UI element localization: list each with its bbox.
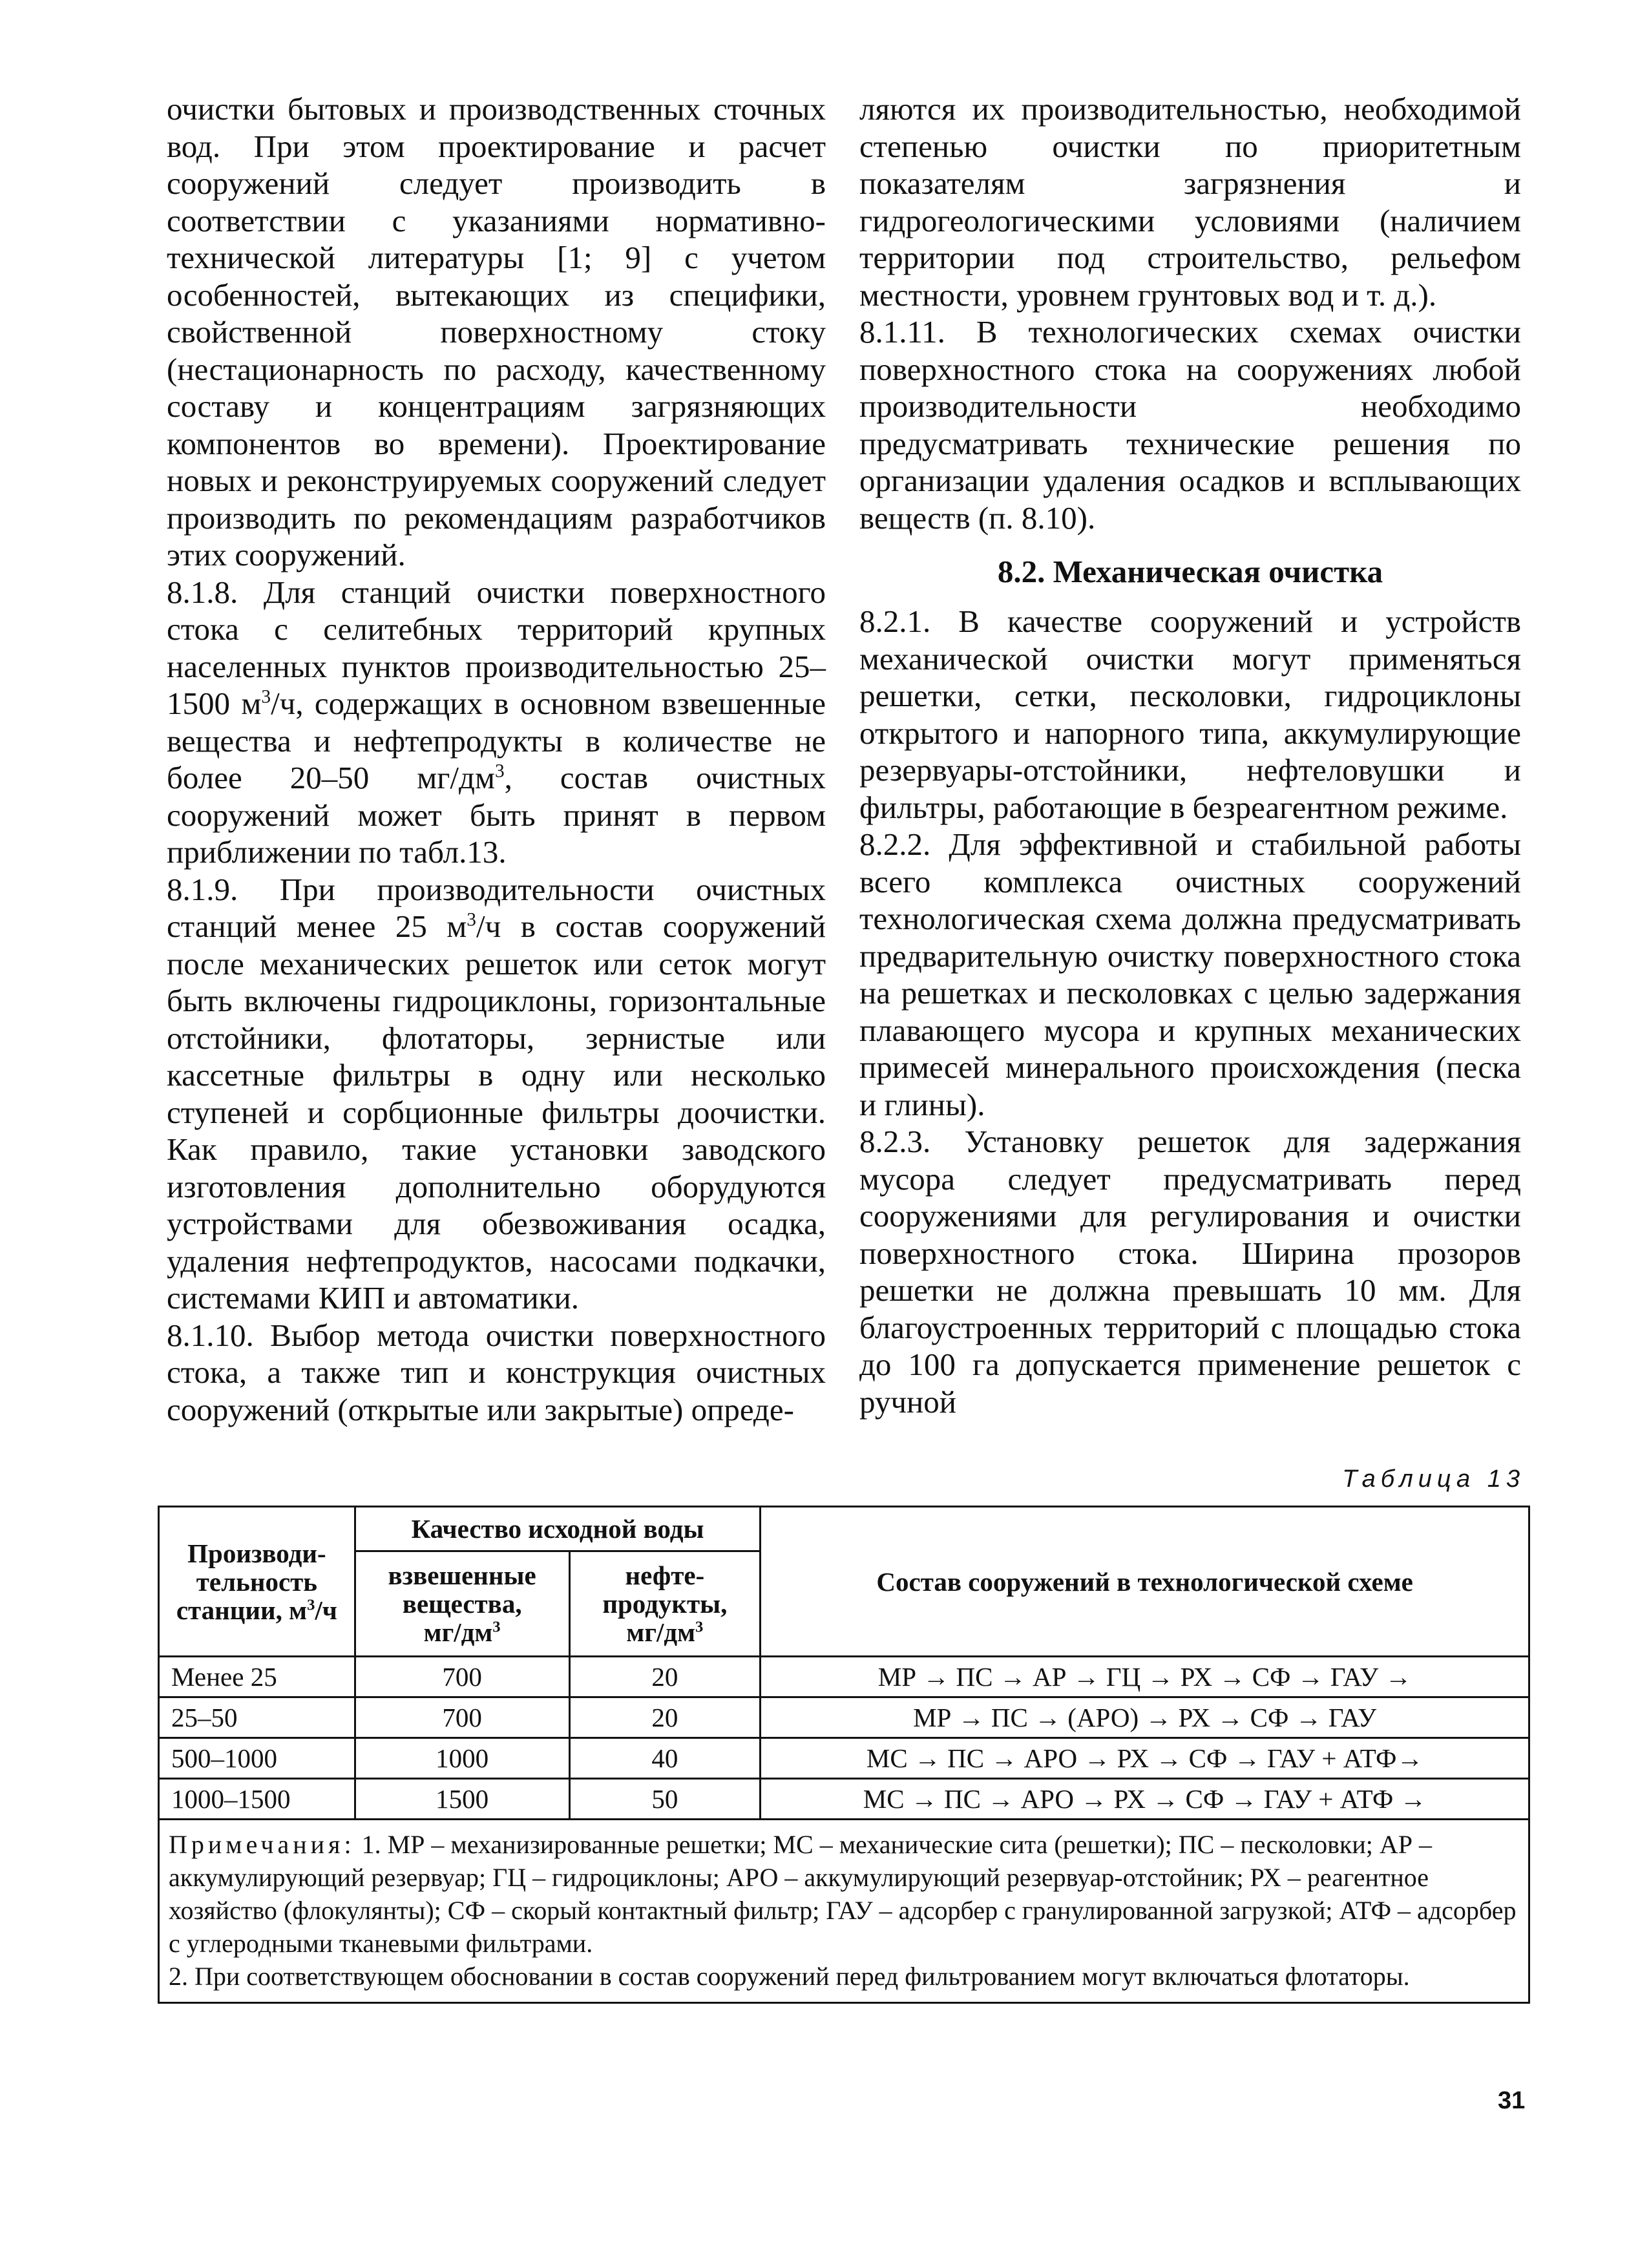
- header-capacity: [159, 1507, 355, 1657]
- header-oil-line2: продукты,: [602, 1589, 728, 1619]
- table-13: [158, 1506, 1530, 2004]
- header-capacity-line2: тельность: [196, 1566, 317, 1597]
- header-scheme: Состав сооружений в технологической схеме: [761, 1507, 1529, 1657]
- cell-scheme: МС → ПС → АРО → РХ → СФ → ГАУ + АТФ →: [761, 1779, 1529, 1820]
- paragraph-intro-continuation: очистки бытовых и производственных сточных вод. При этом проектирование и расчет сооружений следует производить в соответствии с указаниями нормативно-технической литературы [1; 9] с учетом особенностей, вытекающих из специфики, свойственной поверхностному стоку (нестационарность по расходу, качественному составу и концентрациям загрязняющих компонентов во времени). Проектирование новых и реконструируемых сооружений следует производить по рекомендациям разработчиков этих сооружений.: [167, 91, 826, 572]
- superscript: 3: [307, 1595, 315, 1613]
- cell-oil: 20: [569, 1697, 761, 1738]
- cell-capacity: 25–50: [159, 1697, 355, 1738]
- paragraph-8-2-1: 8.2.1. В качестве сооружений и устройств механической очистки могут применяться решетки, сетки, песколовки, гидроциклоны открытого и напорного типа, аккумулирующие резервуары-отстойники, нефтеловушки и фильтры, работающие в безреагентном режиме.: [859, 604, 1521, 825]
- cell-suspended: 1000: [355, 1738, 569, 1779]
- superscript: 3: [492, 1618, 501, 1636]
- header-suspended-solids: [355, 1551, 569, 1657]
- header-oil-products: [569, 1551, 761, 1657]
- paragraph-8-1-8-text-a: 8.1.8. Для станций очистки поверхностного стока с селитебных территорий крупных населенных пунктов производительностью 25–1500 м: [167, 574, 826, 721]
- cell-scheme: МР → ПС → (АРО) → РХ → СФ → ГАУ: [761, 1697, 1529, 1738]
- paragraph-8-1-11: 8.1.11. В технологических схемах очистки поверхностного стока на сооружениях любой производительности необходимо предусматривать технические решения по организации удаления осадков и всплывающих веществ (п. 8.10).: [859, 314, 1521, 536]
- paragraph-8-2-3: 8.2.3. Установку решеток для задержания мусора следует предусматривать перед сооружениями для регулирования и очистки поверхностного стока. Ширина прозоров решетки не должна превышать 10 мм. Для благоустроенных территорий с площадью стока до 100 га допускается применение решеток с ручной: [859, 1124, 1521, 1420]
- notes-label: Примечания:: [169, 1830, 355, 1859]
- right-text-column: [859, 90, 1521, 1420]
- cell-oil: 40: [569, 1738, 761, 1779]
- header-capacity-line1: Производи-: [187, 1538, 326, 1568]
- header-suspended-line2: вещества,: [402, 1589, 522, 1619]
- paragraph-8-1-8: [167, 574, 826, 871]
- cell-suspended: 700: [355, 1657, 569, 1697]
- note-2: 2. При соответствующем обосновании в состав сооружений перед фильтрованием могут включаться флотаторы.: [169, 1962, 1410, 1991]
- superscript: 3: [467, 909, 476, 930]
- header-oil-unit: мг/дм: [626, 1617, 696, 1647]
- header-oil-line1: нефте-: [625, 1560, 705, 1590]
- header-suspended-unit: мг/дм: [423, 1617, 493, 1647]
- table-row: [159, 1779, 1529, 1820]
- table-row: [159, 1697, 1529, 1738]
- cell-capacity: Менее 25: [159, 1657, 355, 1697]
- note-1: 1. МР – механизированные решетки; МС – механические сита (решетки); ПС – песколовки; АР – аккумулирующий резервуар; ГЦ – гидроциклоны; АРО – аккумулирующий резервуар-отстойник; РХ – реагентное хозяйство (флокулянты); СФ – скорый контактный фильтр; ГАУ – адсорбер с гранулированной загрузкой; АТФ – адсорбер с углеродными тканевыми фильтрами.: [169, 1830, 1517, 1958]
- paragraph-8-1-9-text-a: 8.1.9. При производительности очистных станций менее 25 м: [167, 871, 826, 944]
- table-row: [159, 1738, 1529, 1779]
- table-notes: [159, 1820, 1529, 2003]
- paragraph-8-2-2: 8.2.2. Для эффективной и стабильной работы всего комплекса очистных сооружений технологическая схема должна предусматривать предварительную очистку поверхностного стока на решетках и песколовках с целью задержания плавающего мусора и крупных механических примесей минерального происхождения (песка и глины).: [859, 826, 1521, 1122]
- header-capacity-unit: /ч: [315, 1595, 337, 1625]
- table-caption: Таблица 13: [1342, 1465, 1525, 1493]
- paragraph-continuation: ляются их производительностью, необходимой степенью очистки по приоритетным показателям загрязнения и гидрогеологическими условиями (наличием территории под строительство, рельефом местности, уровнем грунтовых вод и т. д.).: [859, 91, 1521, 313]
- page-number: 31: [1498, 2087, 1526, 2114]
- cell-capacity: 1000–1500: [159, 1779, 355, 1820]
- table-header-row: [159, 1507, 1529, 1551]
- superscript: 3: [261, 686, 271, 708]
- left-text-column: [167, 90, 826, 1428]
- paragraph-8-1-9-text-b: /ч в состав сооружений после механических решеток или сеток могут быть включены гидроциклоны, горизонтальные отстойники, флотаторы, зернистые или кассетные фильтры в одну или несколько ступеней и сорбционные фильтры доочистки. Как правило, такие установки заводского изготовления дополнительно оборудуются устройствами для обезвоживания осадка, удаления нефтепродуктов, насосами подкачки, системами КИП и автоматики.: [167, 908, 826, 1316]
- table-notes-row: [159, 1820, 1529, 2003]
- header-capacity-line3: станции, м: [176, 1595, 308, 1625]
- paragraph-8-1-8-text-b: /ч, содержащих в основном взвешенные вещества и нефтепродукты в количестве не более 20–50 мг/дм: [167, 686, 826, 795]
- table-row: [159, 1657, 1529, 1697]
- cell-oil: 20: [569, 1657, 761, 1697]
- cell-scheme: МС → ПС → АРО → РХ → СФ → ГАУ + АТФ→: [761, 1738, 1529, 1779]
- cell-capacity: 500–1000: [159, 1738, 355, 1779]
- superscript: 3: [494, 761, 505, 782]
- header-water-quality: Качество исходной воды: [355, 1507, 760, 1551]
- paragraph-8-1-9: [167, 871, 826, 1317]
- cell-suspended: 700: [355, 1697, 569, 1738]
- cell-suspended: 1500: [355, 1779, 569, 1820]
- cell-scheme: МР → ПС → АР → ГЦ → РХ → СФ → ГАУ →: [761, 1657, 1529, 1697]
- paragraph-8-1-8-text-c: , состав очистных сооружений может быть принят в первом приближении по табл.13.: [167, 760, 826, 870]
- header-suspended-line1: взвешенные: [388, 1560, 536, 1590]
- section-heading: 8.2. Механическая очистка: [997, 554, 1383, 589]
- cell-oil: 50: [569, 1779, 761, 1820]
- paragraph-8-1-10: 8.1.10. Выбор метода очистки поверхностного стока, а также тип и конструкция очистных сооружений (открытые или закрытые) опреде-: [167, 1317, 826, 1427]
- superscript: 3: [695, 1618, 704, 1636]
